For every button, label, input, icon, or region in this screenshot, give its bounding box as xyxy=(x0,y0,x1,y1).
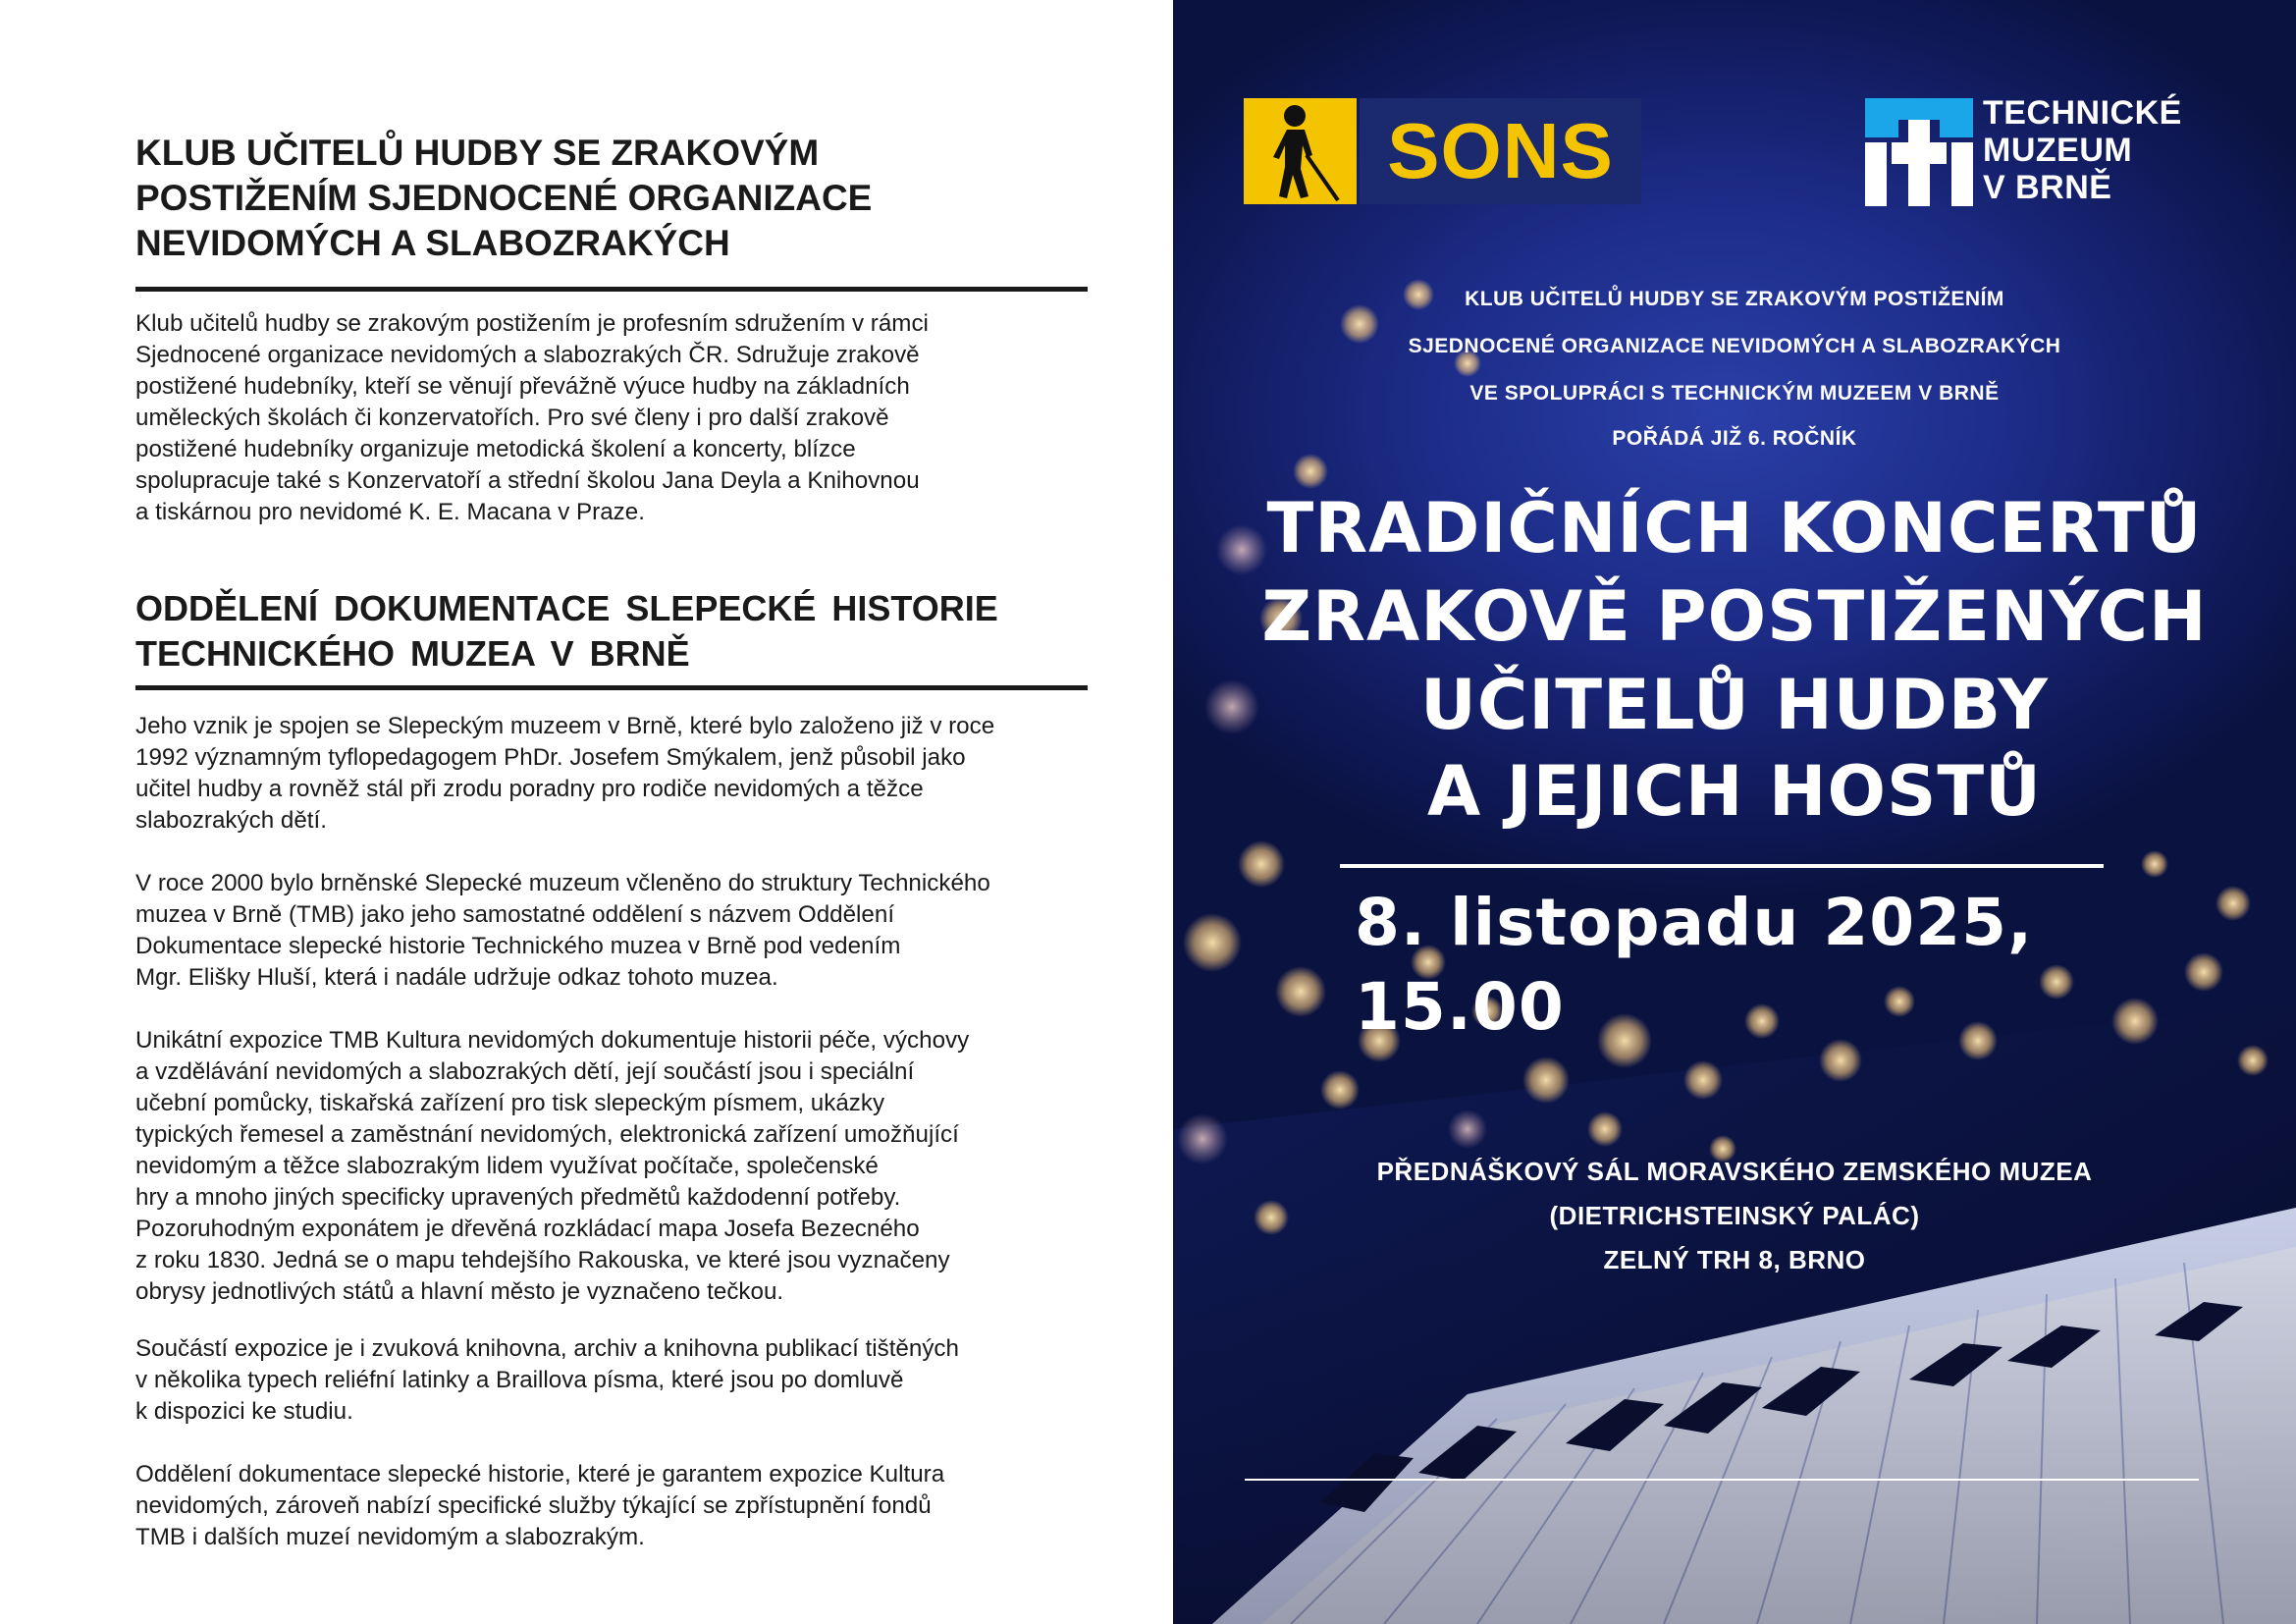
event-date: 8. listopadu 2025, 15.00 xyxy=(1355,885,2034,1045)
intro-line-2: SJEDNOCENÉ ORGANIZACE NEVIDOMÝCH A SLABOZRAKÝCH xyxy=(1408,335,2061,357)
venue-hall: PŘEDNÁŠKOVÝ SÁL MORAVSKÉHO ZEMSKÉHO MUZEA xyxy=(1376,1157,2093,1186)
technical-museum-mark-icon xyxy=(1865,98,1973,206)
department-paragraph-origin: Jeho vznik je spojen se Slepeckým muzeem v Brně, které bylo založeno již v roce 1992 významným tyflopedagogem PhDr. Josefem Smýkalem, jenž působil jako učitel hudby a rovněž stál při zrodu poradny pro rodiče nevidomých a těžce slabozrakých dětí. xyxy=(135,713,995,834)
intro-line-4: POŘÁDÁ JIŽ 6. ROČNÍK xyxy=(1612,427,1857,450)
concert-title-line-3: UČITELŮ HUDBY xyxy=(1420,665,2049,745)
concert-title-line-2: ZRAKOVĚ POSTIŽENÝCH xyxy=(1261,576,2208,657)
blind-person-icon xyxy=(1244,98,1357,204)
technical-museum-logo xyxy=(1865,94,2199,206)
club-heading: KLUB UČITELŮ HUDBY SE ZRAKOVÝM POSTIŽENÍM SJEDNOCENÉ ORGANIZACE NEVIDOMÝCH A SLABOZRAKÝCH xyxy=(135,133,873,263)
concert-title-line-4: A JEJICH HOSTŮ xyxy=(1427,751,2042,832)
technical-museum-logo-text: TECHNICKÉ MUZEUM V BRNĚ xyxy=(1983,94,2182,206)
club-heading-rule xyxy=(135,287,1088,292)
department-heading: ODDĚLENÍ DOKUMENTACE SLEPECKÉ HISTORIE TECHNICKÉHO MUZEA V BRNĚ xyxy=(135,588,998,674)
department-paragraph-exhibition: Unikátní expozice TMB Kultura nevidomých dokumentuje historii péče, výchovy a vzdělávání nevidomých a slabozrakých dětí, její součástí jsou i speciální učební pomůcky, tiskařská zařízení pro tisk slepeckým písmem, ukázky typických řemesel a zaměstnání nevidomých, elektronická zařízení umožňující nevidomým a těžce slabozrakým lidem využívat počítače, společenské hry a mnoho jiných specificky upravených předmětů každodenní potřeby. Pozoruhodným exponátem je dřevěná rozkládací mapa Josefa Bezecného z roku 1830. Jedná se o mapu tehdejšího Rakouska, ve které jsou vyznačeny obrysy jednotlivých států a hlavní město je vyznačeno tečkou. xyxy=(135,1027,970,1305)
department-paragraph-history: V roce 2000 bylo brněnské Slepecké muzeum včleněno do struktury Technického muzea v Brně (TMB) jako jeho samostatné oddělení s názvem Oddělení Dokumentace slepecké historie Technického muzea v Brně pod vedením Mgr. Elišky Hluší, která i nadále udržuje odkaz tohoto muzea. xyxy=(135,870,990,991)
poster-page xyxy=(1173,0,2296,1624)
department-paragraph-services: Oddělení dokumentace slepecké historie, které je garantem expozice Kultura nevidomých, zároveň nabízí specifické služby týkající se zpřístupnění fondů TMB i dalších muzeí nevidomým a slabozrakým. xyxy=(135,1461,945,1550)
bottom-divider xyxy=(1245,1479,2199,1481)
concert-title-line-1: TRADIČNÍCH KONCERTŮ xyxy=(1266,488,2203,568)
venue-address: ZELNÝ TRH 8, BRNO xyxy=(1603,1245,1866,1274)
title-divider xyxy=(1340,864,2104,868)
venue-palace: (DIETRICHSTEINSKÝ PALÁC) xyxy=(1549,1201,1920,1230)
sons-logo xyxy=(1244,98,1641,204)
intro-line-3: VE SPOLUPRÁCI S TECHNICKÝM MUZEEM V BRNĚ xyxy=(1469,382,2000,405)
department-paragraph-library: Součástí expozice je i zvuková knihovna, archiv a knihovna publikací tištěných v několika typech reliéfní latinky a Braillova písma, které jsou po domluvě k dispozici ke studiu. xyxy=(135,1335,959,1425)
department-heading-rule xyxy=(135,685,1088,690)
intro-line-1: KLUB UČITELŮ HUDBY SE ZRAKOVÝM POSTIŽENÍM xyxy=(1465,288,2004,310)
sons-logo-text: SONS xyxy=(1360,98,1641,204)
club-paragraph: Klub učitelů hudby se zrakovým postižením je profesním sdružením v rámci Sjednocené organizace nevidomých a slabozrakých ČR. Sdružuje zrakově postižené hudebníky, kteří se věnují převážně výuce hudby na základních uměleckých školách či konzervatořích. Pro své členy i pro další zrakově postižené hudebníky organizuje metodická školení a koncerty, blízce spolupracuje také s Konzervatoří a střední školou Jana Deyla a Knihovnou a tiskárnou pro nevidomé K. E. Macana v Praze. xyxy=(135,310,929,525)
